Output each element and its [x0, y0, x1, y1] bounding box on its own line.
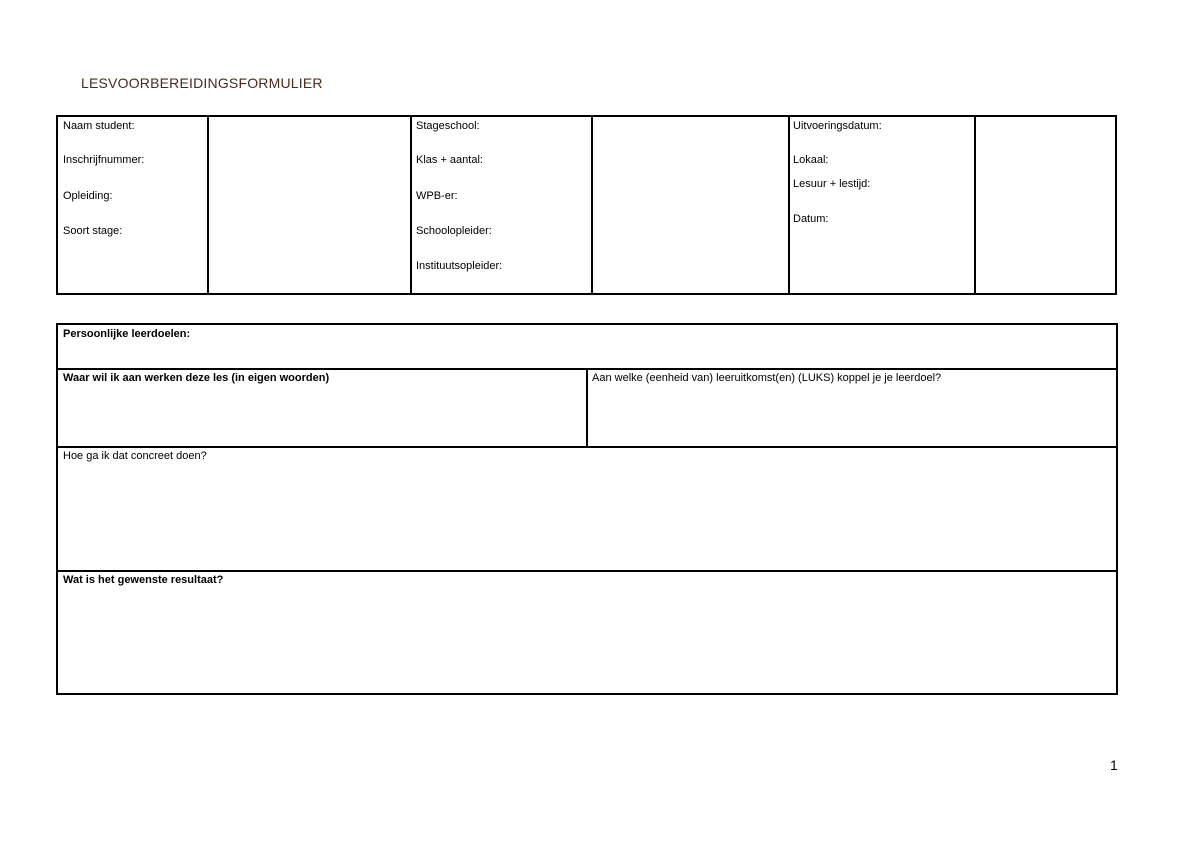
label-uitvoeringsdatum: Uitvoeringsdatum: — [793, 120, 882, 132]
label-klas-aantal: Klas + aantal: — [416, 154, 483, 166]
column-divider — [974, 117, 976, 293]
label-stageschool: Stageschool: — [416, 120, 480, 132]
row-divider — [58, 570, 1116, 572]
heading-gewenste-resultaat: Wat is het gewenste resultaat? — [63, 574, 224, 586]
page-number: 1 — [1110, 757, 1118, 773]
label-opleiding: Opleiding: — [63, 190, 113, 202]
student-info-table — [56, 115, 1117, 295]
label-instituutsopleider: Instituutsopleider: — [416, 260, 503, 272]
label-lesuur-lestijd: Lesuur + lestijd: — [793, 178, 871, 190]
label-schoolopleider: Schoolopleider: — [416, 225, 492, 237]
column-divider — [586, 368, 588, 448]
label-lokaal: Lokaal: — [793, 154, 829, 166]
learning-goals-table — [56, 323, 1118, 695]
heading-waar-wil-ik-aan-werken: Waar wil ik aan werken deze les (in eigen woorden) — [63, 372, 330, 384]
column-divider — [591, 117, 593, 293]
document-title: LESVOORBEREIDINGSFORMULIER — [81, 75, 323, 91]
column-divider — [788, 117, 790, 293]
label-soort-stage: Soort stage: — [63, 225, 123, 237]
heading-leeruitkomst: Aan welke (eenheid van) leeruitkomst(en) (LUKS) koppel je je leerdoel? — [592, 372, 942, 384]
heading-hoe-concreet: Hoe ga ik dat concreet doen? — [63, 450, 207, 462]
heading-persoonlijke-leerdoelen: Persoonlijke leerdoelen: — [63, 328, 191, 340]
label-inschrijfnummer: Inschrijfnummer: — [63, 154, 145, 166]
label-wpb-er: WPB-er: — [416, 190, 458, 202]
label-naam-student: Naam student: — [63, 120, 135, 132]
column-divider — [410, 117, 412, 293]
column-divider — [207, 117, 209, 293]
label-datum: Datum: — [793, 213, 829, 225]
